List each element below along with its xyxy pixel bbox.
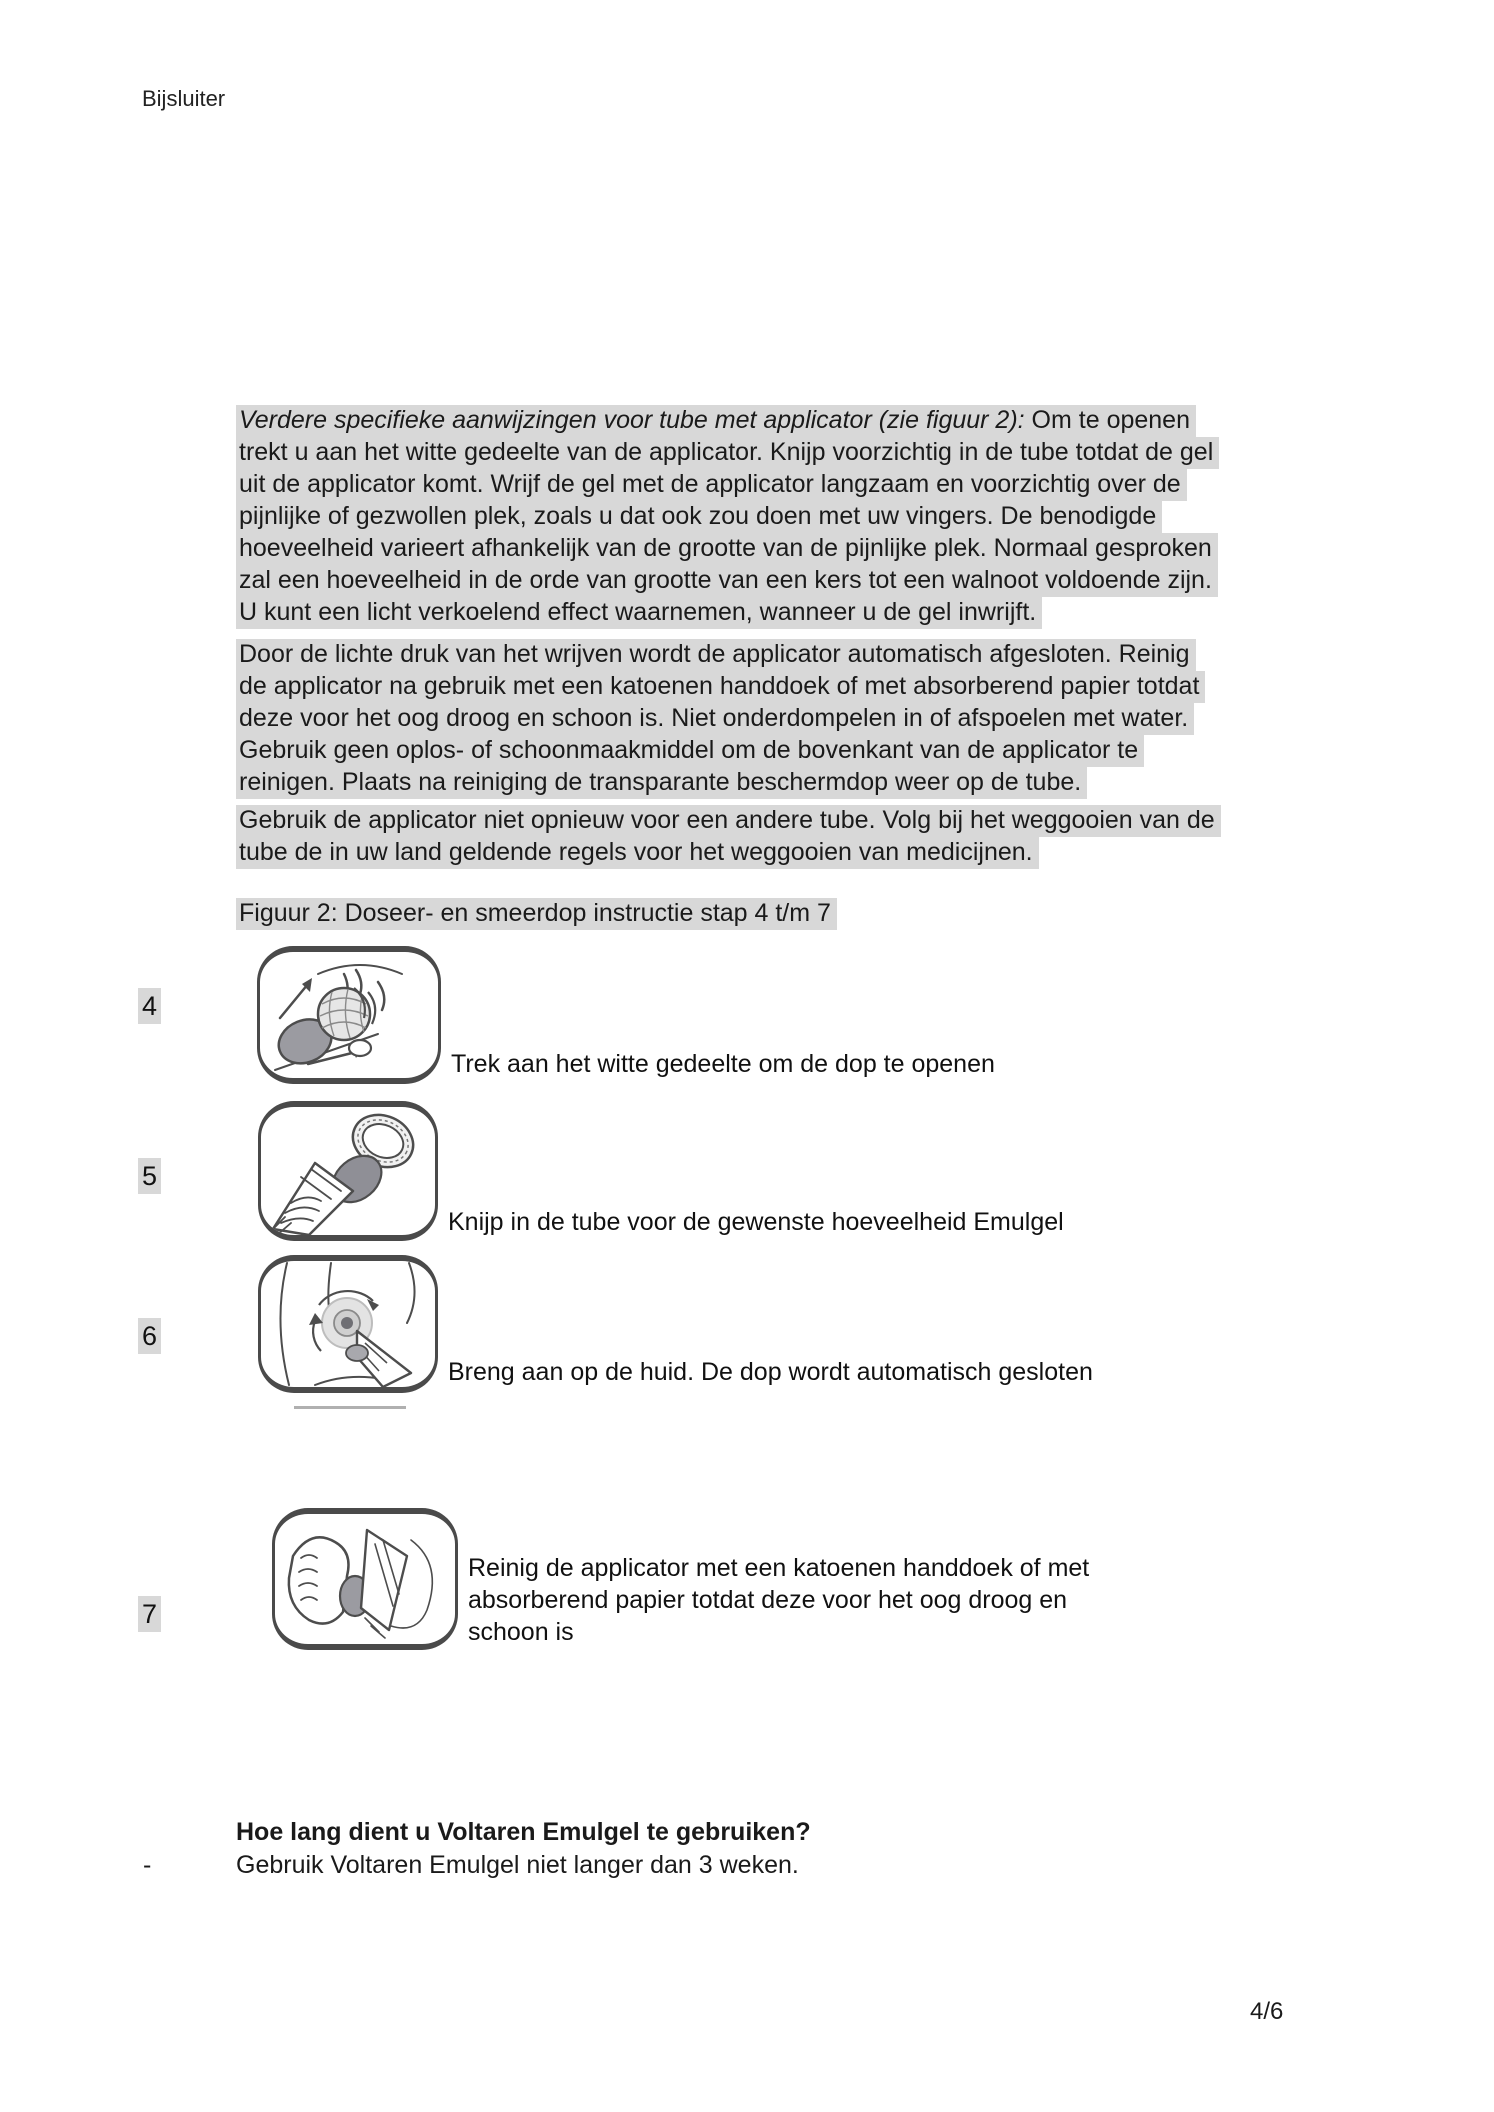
bullet-dash: - (143, 1851, 152, 1879)
text-line (236, 404, 1376, 436)
pull-white-cap-illustration-icon (260, 952, 438, 1078)
text-line: Door de lichte druk van het wrijven wordt de applicator automatisch afgesloten. Reinig (236, 638, 1376, 670)
step-7-caption-line: schoon is (468, 1618, 574, 1646)
text-line: hoeveelheid varieert afhankelijk van de grootte van de pijnlijke plek. Normaal gesproken (236, 532, 1376, 564)
figure-2-caption: Figuur 2: Doseer- en smeerdop instructie stap 4 t/m 7 (236, 897, 837, 930)
step-4-caption: Trek aan het witte gedeelte om de dop te openen (451, 1050, 995, 1078)
paragraph-disposal-instructions (236, 804, 1376, 868)
page-header-title: Bijsluiter (142, 86, 226, 111)
text-line: Gebruik geen oplos- of schoonmaakmiddel om de bovenkant van de applicator te (236, 734, 1376, 766)
text-line: tube de in uw land geldende regels voor het weggooien van medicijnen. (236, 836, 1376, 868)
text-line: Gebruik de applicator niet opnieuw voor een andere tube. Volg bij het weggooien van de (236, 804, 1376, 836)
text-line: zal een hoeveelheid in de orde van grootte van een kers tot een walnoot voldoende zijn. (236, 564, 1376, 596)
duration-question-heading: Hoe lang dient u Voltaren Emulgel te gebruiken? (236, 1818, 811, 1846)
squeeze-tube-illustration-icon (261, 1107, 435, 1235)
text-line: de applicator na gebruik met een katoenen handdoek of met absorberend papier totdat (236, 670, 1376, 702)
skin-surface-line (294, 1406, 406, 1409)
step-6-number: 6 (138, 1318, 161, 1354)
step-4-number: 4 (138, 988, 161, 1024)
text-line: pijnlijke of gezwollen plek, zoals u dat ook zou doen met uw vingers. De benodigde (236, 500, 1376, 532)
paragraph-applicator-instructions (236, 404, 1376, 628)
paragraph-cleaning-instructions (236, 638, 1376, 798)
step-6-caption: Breng aan op de huid. De dop wordt automatisch gesloten (448, 1358, 1093, 1386)
clean-applicator-illustration-icon (275, 1514, 455, 1644)
step-7-caption-line: Reinig de applicator met een katoenen handdoek of met (468, 1554, 1090, 1582)
step-5-panel (258, 1101, 438, 1241)
step-4-panel (257, 946, 441, 1084)
text-line: trekt u aan het witte gedeelte van de applicator. Knijp voorzichtig in de tube totdat de gel (236, 436, 1376, 468)
step-7-panel (272, 1508, 458, 1650)
text-line: reinigen. Plaats na reiniging de transparante beschermdop weer op de tube. (236, 766, 1376, 798)
page-number: 4/6 (1250, 1998, 1284, 2025)
step-7-caption (468, 1552, 1089, 1648)
text-line: deze voor het oog droog en schoon is. Niet onderdompelen in of afspoelen met water. (236, 702, 1376, 734)
text-line: uit de applicator komt. Wrijf de gel met de applicator langzaam en voorzichtig over de (236, 468, 1376, 500)
step-6-panel (258, 1255, 438, 1393)
regular-text: Om te openen (1024, 406, 1190, 434)
step-5-number: 5 (138, 1158, 161, 1194)
duration-answer-text: Gebruik Voltaren Emulgel niet langer dan 3 weken. (236, 1851, 799, 1879)
step-7-caption-line: absorberend papier totdat deze voor het oog droog en (468, 1586, 1068, 1614)
step-7-number: 7 (138, 1596, 161, 1632)
step-5-caption: Knijp in de tube voor de gewenste hoeveelheid Emulgel (448, 1208, 1064, 1236)
body-text-block (236, 404, 1376, 868)
italic-lead-text: Verdere specifieke aanwijzingen voor tube met applicator (zie figuur 2): (239, 406, 1025, 434)
apply-on-skin-illustration-icon (261, 1261, 435, 1387)
text-line: U kunt een licht verkoelend effect waarnemen, wanneer u de gel inwrijft. (236, 596, 1376, 628)
